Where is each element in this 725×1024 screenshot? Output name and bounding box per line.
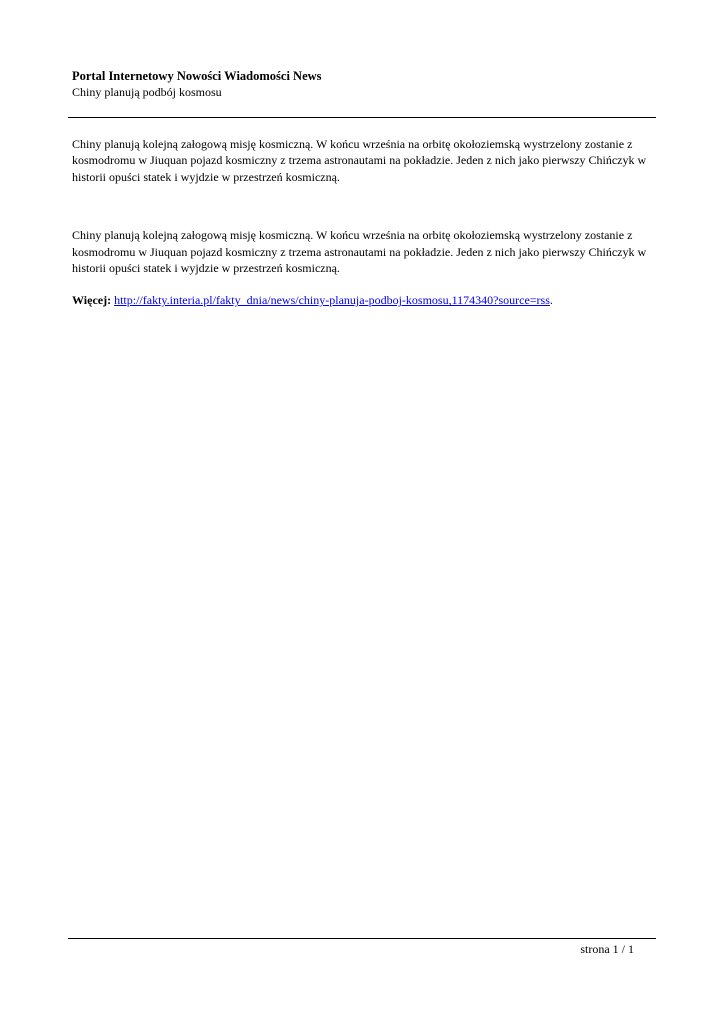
site-title: Portal Internetowy Nowości Wiadomości News [72, 69, 322, 83]
article-title: Chiny planują podbój kosmosu [72, 85, 222, 99]
header-divider [68, 117, 656, 118]
page-header [72, 68, 657, 100]
more-label: Więcej: [72, 293, 112, 308]
more-info-line [72, 292, 658, 308]
source-link[interactable]: http://fakty.interia.pl/fakty_dnia/news/chiny-planuja-podboj-kosmosu,1174340?source=rss [114, 293, 550, 308]
footer-divider [68, 938, 656, 939]
article-body [72, 136, 658, 309]
more-suffix: . [549, 293, 553, 308]
page-number: strona 1 / 1 [580, 942, 634, 956]
article-lead-paragraph: Chiny planują kolejną załogową misję kosmiczną. W końcu września na orbitę okołoziemską wystrzelony zostanie z kosmodromu w Jiuquan pojazd kosmiczny z trzema astronautami na pokładzie. Jeden z nich jako pierwszy Chińczyk w historii opuści statek i wyjdzie w przestrzeń kosmiczną. [72, 137, 647, 184]
article-body-paragraph: Chiny planują kolejną załogową misję kosmiczną. W końcu września na orbitę okołoziemską wystrzelony zostanie z kosmodromu w Jiuquan pojazd kosmiczny z trzema astronautami na pokładzie. Jeden z nich jako pierwszy Chińczyk w historii opuści statek i wyjdzie w przestrzeń kosmiczną. [72, 228, 647, 276]
